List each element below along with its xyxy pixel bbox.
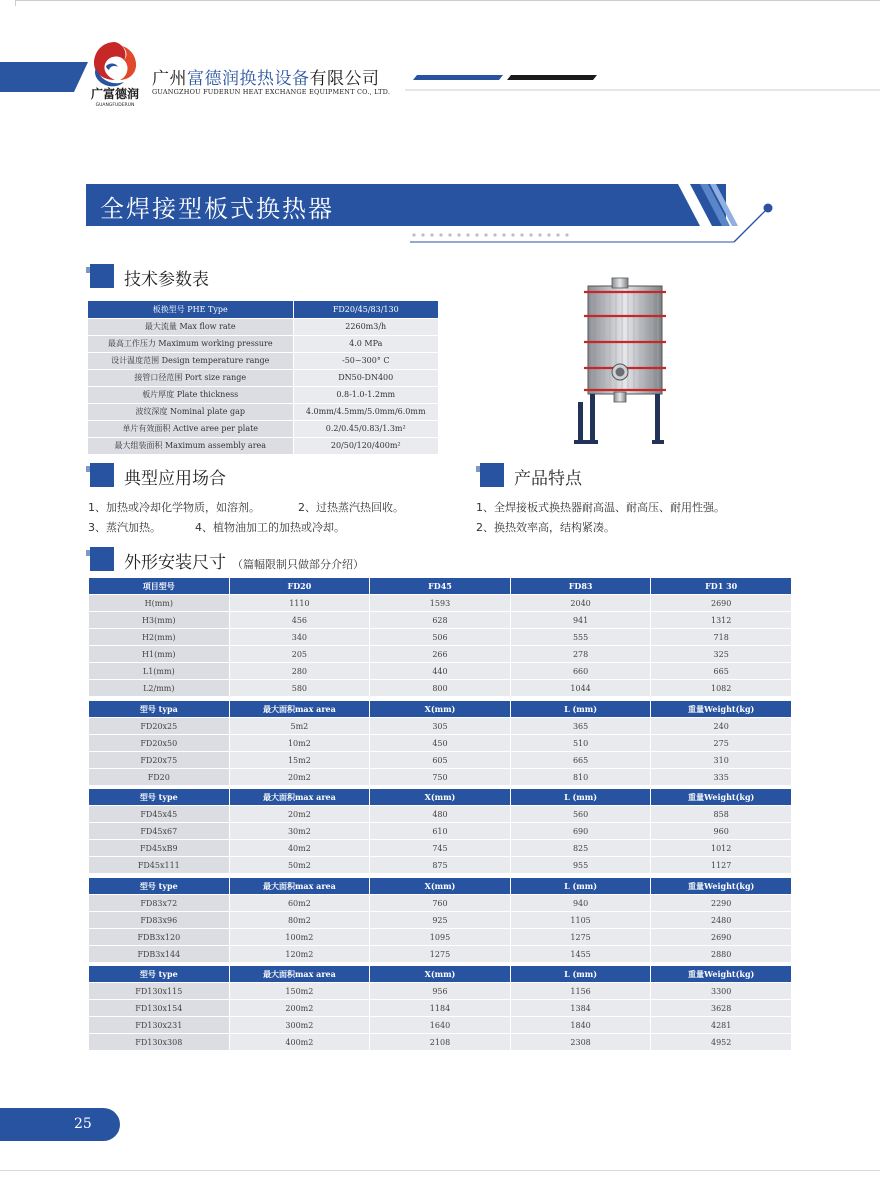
cell: 10m2 — [229, 735, 370, 752]
cell: 506 — [370, 629, 511, 646]
table-header-row — [89, 878, 792, 895]
spec-value: 20/50/120/400m² — [293, 437, 438, 454]
spec-label: 板片厚度 Plate thickness — [88, 386, 293, 403]
cell: 2690 — [651, 929, 792, 946]
table-row — [89, 895, 792, 912]
cell: 1095 — [370, 929, 511, 946]
cell: H1(mm) — [89, 646, 230, 663]
feature-item: 2、换热效率高，结构紧凑。 — [476, 521, 615, 534]
cell: FD83x96 — [89, 912, 230, 929]
features-text — [476, 498, 725, 538]
logo-subtext: GUANGFUDERUN — [95, 103, 135, 108]
cell: 941 — [510, 612, 651, 629]
cell: 940 — [510, 895, 651, 912]
spec-label: 单片有效面积 Active aree per plate — [88, 420, 293, 437]
table-row — [89, 612, 792, 629]
model-table-fd130 — [88, 965, 792, 1051]
table-row — [89, 629, 792, 646]
cell: 335 — [651, 769, 792, 786]
spec-row — [88, 369, 438, 386]
spec-row — [88, 386, 438, 403]
cell: 1082 — [651, 680, 792, 697]
header-cell: X(mm) — [370, 701, 511, 718]
spec-value: 0.2/0.45/0.83/1.3m² — [293, 420, 438, 437]
company-name-part: 有限公司 — [309, 69, 380, 89]
cell: 440 — [370, 663, 511, 680]
heat-exchanger-image — [570, 276, 680, 448]
cell: 4281 — [651, 1017, 792, 1034]
header-cell: FD83 — [510, 578, 651, 595]
cell: 1156 — [510, 983, 651, 1000]
cell: 560 — [510, 806, 651, 823]
cell: FD20x50 — [89, 735, 230, 752]
spec-row — [88, 335, 438, 352]
section-title — [124, 548, 364, 573]
cell: 718 — [651, 629, 792, 646]
table-row — [89, 929, 792, 946]
cell: 1593 — [370, 595, 511, 612]
cell: H3(mm) — [89, 612, 230, 629]
cell: 510 — [510, 735, 651, 752]
cell: 15m2 — [229, 752, 370, 769]
spec-row — [88, 403, 438, 420]
table-header-row — [89, 701, 792, 718]
cell: FD45x67 — [89, 823, 230, 840]
cell: 325 — [651, 646, 792, 663]
cell: FD45xB9 — [89, 840, 230, 857]
header-cell: X(mm) — [370, 878, 511, 895]
application-item: 2、过热蒸汽热回收。 — [298, 501, 404, 514]
table-row — [89, 646, 792, 663]
cell: FD130x115 — [89, 983, 230, 1000]
cell: 2480 — [651, 912, 792, 929]
cell: 555 — [510, 629, 651, 646]
cell: 1184 — [370, 1000, 511, 1017]
header-cell: 型号 type — [89, 789, 230, 806]
company-name-part: 广州 — [152, 69, 187, 89]
cell: FD20x25 — [89, 718, 230, 735]
title-banner — [86, 184, 786, 244]
model-table-fd83 — [88, 877, 792, 963]
cell: 1640 — [370, 1017, 511, 1034]
header-cell: L (mm) — [510, 878, 651, 895]
cell: 960 — [651, 823, 792, 840]
model-table-fd20 — [88, 700, 792, 786]
header-cell: 型号 type — [89, 966, 230, 983]
logo-text: 广富德润 — [90, 87, 140, 101]
table-header-row — [89, 966, 792, 983]
header-cell: FD45 — [370, 578, 511, 595]
table-row — [89, 680, 792, 697]
cell: 665 — [510, 752, 651, 769]
cell: 100m2 — [229, 929, 370, 946]
cell: 310 — [651, 752, 792, 769]
cell: 956 — [370, 983, 511, 1000]
section-marker — [90, 547, 114, 571]
spec-label: 波纹深度 Nominal plate gap — [88, 403, 293, 420]
table-row — [89, 1034, 792, 1051]
application-item: 3、蒸汽加热。 — [88, 521, 161, 534]
cell: FD45x45 — [89, 806, 230, 823]
cell: 200m2 — [229, 1000, 370, 1017]
cell: 50m2 — [229, 857, 370, 874]
section-title: 典型应用场合 — [124, 469, 226, 489]
table-row — [89, 912, 792, 929]
cell: 340 — [229, 629, 370, 646]
spec-header-row — [88, 301, 438, 318]
header-cell: FD20 — [229, 578, 370, 595]
feature-item: 1、全焊接板式换热器耐高温、耐高压、耐用性强。 — [476, 501, 725, 514]
spec-label: 接管口径范围 Port size range — [88, 369, 293, 386]
cell: 480 — [370, 806, 511, 823]
cell: L1(mm) — [89, 663, 230, 680]
header-cell: X(mm) — [370, 966, 511, 983]
cell: 266 — [370, 646, 511, 663]
cell: 610 — [370, 823, 511, 840]
table-row — [89, 806, 792, 823]
header-cell: L (mm) — [510, 701, 651, 718]
spec-value: 2260m3/h — [293, 318, 438, 335]
cell: 810 — [510, 769, 651, 786]
cell: 955 — [510, 857, 651, 874]
spec-value: DN50-DN400 — [293, 369, 438, 386]
page-frame-top — [15, 0, 880, 6]
header-cell: FD1 30 — [651, 578, 792, 595]
spec-label: 最大流量 Max flow rate — [88, 318, 293, 335]
spec-row — [88, 318, 438, 335]
table-row — [89, 857, 792, 874]
cell: 925 — [370, 912, 511, 929]
cell: FDB3x144 — [89, 946, 230, 963]
cell: 20m2 — [229, 769, 370, 786]
cell: 400m2 — [229, 1034, 370, 1051]
cell: 760 — [370, 895, 511, 912]
cell: FD130x231 — [89, 1017, 230, 1034]
cell: 825 — [510, 840, 651, 857]
spec-header-cell: FD20/45/83/130 — [293, 301, 438, 318]
table-row — [89, 595, 792, 612]
header-cell: 最大面积max area — [229, 789, 370, 806]
section-title-text: 外形安装尺寸 — [124, 553, 226, 573]
cell: 1275 — [510, 929, 651, 946]
cell: FD20 — [89, 769, 230, 786]
company-name-cn — [152, 64, 380, 89]
cell: 205 — [229, 646, 370, 663]
company-name-en: GUANGZHOU FUDERUN HEAT EXCHANGE EQUIPMENT CO., LTD. — [152, 88, 391, 96]
header-cell: 最大面积max area — [229, 701, 370, 718]
cell: 300m2 — [229, 1017, 370, 1034]
cell: 120m2 — [229, 946, 370, 963]
cell: 605 — [370, 752, 511, 769]
application-item: 4、植物油加工的加热或冷却。 — [195, 521, 345, 534]
cell: H(mm) — [89, 595, 230, 612]
cell: 690 — [510, 823, 651, 840]
table-header-row — [89, 789, 792, 806]
cell: 305 — [370, 718, 511, 735]
header-cell: 重量Weight(kg) — [651, 878, 792, 895]
cell: 1012 — [651, 840, 792, 857]
cell: 456 — [229, 612, 370, 629]
header-cell: 项目型号 — [89, 578, 230, 595]
header-cell: 型号 type — [89, 878, 230, 895]
page-number: 25 — [74, 1116, 92, 1132]
header-accent-bar — [0, 62, 74, 92]
cell: 4952 — [651, 1034, 792, 1051]
cell: 280 — [229, 663, 370, 680]
header-cell: 最大面积max area — [229, 966, 370, 983]
cell: 20m2 — [229, 806, 370, 823]
model-table-fd45 — [88, 788, 792, 874]
cell: 858 — [651, 806, 792, 823]
cell: 450 — [370, 735, 511, 752]
cell: H2(mm) — [89, 629, 230, 646]
page-frame-bottom — [0, 1170, 880, 1171]
cell: 278 — [510, 646, 651, 663]
cell: 2308 — [510, 1034, 651, 1051]
section-title: 技术参数表 — [124, 270, 209, 290]
cell: 580 — [229, 680, 370, 697]
header-cell: L (mm) — [510, 789, 651, 806]
header-cell: 型号 typa — [89, 701, 230, 718]
header-cell: X(mm) — [370, 789, 511, 806]
spec-value: 4.0 MPa — [293, 335, 438, 352]
cell: 2690 — [651, 595, 792, 612]
cell: 2880 — [651, 946, 792, 963]
spec-row — [88, 352, 438, 369]
cell: 745 — [370, 840, 511, 857]
cell: 5m2 — [229, 718, 370, 735]
header-cell: 重量Weight(kg) — [651, 701, 792, 718]
cell: FD20x75 — [89, 752, 230, 769]
cell: 275 — [651, 735, 792, 752]
section-title: 产品特点 — [514, 469, 582, 489]
header-decor-lines — [405, 75, 880, 95]
cell: 2040 — [510, 595, 651, 612]
spec-value: -50~300° C — [293, 352, 438, 369]
table-row — [89, 718, 792, 735]
table-row — [89, 946, 792, 963]
page-number-tab — [0, 1108, 120, 1141]
spec-header-cell: 板换型号 PHE Type — [88, 301, 293, 318]
cell: 2290 — [651, 895, 792, 912]
cell: 3300 — [651, 983, 792, 1000]
spec-table — [88, 301, 438, 455]
header-cell: L (mm) — [510, 966, 651, 983]
header-cell: 最大面积max area — [229, 878, 370, 895]
applications-line — [88, 498, 404, 518]
table-row — [89, 752, 792, 769]
cell: 1044 — [510, 680, 651, 697]
cell: 1275 — [370, 946, 511, 963]
spec-label: 设计温度范围 Design temperature range — [88, 352, 293, 369]
cell: FD45x111 — [89, 857, 230, 874]
application-item: 1、加热或冷却化学物质，如溶剂。 — [88, 501, 260, 514]
cell: 750 — [370, 769, 511, 786]
cell: 40m2 — [229, 840, 370, 857]
section-note: （篇幅限制只做部分介绍） — [232, 558, 364, 571]
company-logo — [82, 36, 148, 108]
header-cell: 重量Weight(kg) — [651, 789, 792, 806]
cell: 628 — [370, 612, 511, 629]
cell: 150m2 — [229, 983, 370, 1000]
table-row — [89, 663, 792, 680]
cell: 80m2 — [229, 912, 370, 929]
spec-row — [88, 420, 438, 437]
cell: 1312 — [651, 612, 792, 629]
spec-label: 最大组装面积 Maximum assembly area — [88, 437, 293, 454]
table-row — [89, 769, 792, 786]
cell: 1110 — [229, 595, 370, 612]
table-row — [89, 983, 792, 1000]
cell: 1840 — [510, 1017, 651, 1034]
page-title: 全焊接型板式换热器 — [100, 195, 334, 223]
cell: FDB3x120 — [89, 929, 230, 946]
cell: 240 — [651, 718, 792, 735]
dimension-table — [88, 577, 792, 697]
header-cell: 重量Weight(kg) — [651, 966, 792, 983]
cell: 1384 — [510, 1000, 651, 1017]
cell: 2108 — [370, 1034, 511, 1051]
cell: 3628 — [651, 1000, 792, 1017]
section-marker — [480, 463, 504, 487]
spec-value: 0.8-1.0-1.2mm — [293, 386, 438, 403]
section-marker — [90, 463, 114, 487]
applications-text — [88, 498, 404, 538]
table-row — [89, 840, 792, 857]
cell: 875 — [370, 857, 511, 874]
cell: 800 — [370, 680, 511, 697]
table-row — [89, 823, 792, 840]
spec-value: 4.0mm/4.5mm/5.0mm/6.0mm — [293, 403, 438, 420]
table-row — [89, 1017, 792, 1034]
cell: FD130x308 — [89, 1034, 230, 1051]
section-marker — [90, 264, 114, 288]
spec-row — [88, 437, 438, 454]
applications-line — [88, 518, 404, 538]
cell: 365 — [510, 718, 651, 735]
cell: 60m2 — [229, 895, 370, 912]
cell: FD130x154 — [89, 1000, 230, 1017]
cell: 30m2 — [229, 823, 370, 840]
table-row — [89, 735, 792, 752]
cell: 1455 — [510, 946, 651, 963]
company-name-highlight: 富德润换热设备 — [187, 69, 310, 89]
cell: 660 — [510, 663, 651, 680]
title-decoration — [86, 184, 786, 244]
cell: 665 — [651, 663, 792, 680]
table-row — [89, 1000, 792, 1017]
table-header-row — [89, 578, 792, 595]
cell: L2/mm) — [89, 680, 230, 697]
cell: 1127 — [651, 857, 792, 874]
cell: FD83x72 — [89, 895, 230, 912]
cell: 1105 — [510, 912, 651, 929]
spec-label: 最高工作压力 Maximum working pressure — [88, 335, 293, 352]
